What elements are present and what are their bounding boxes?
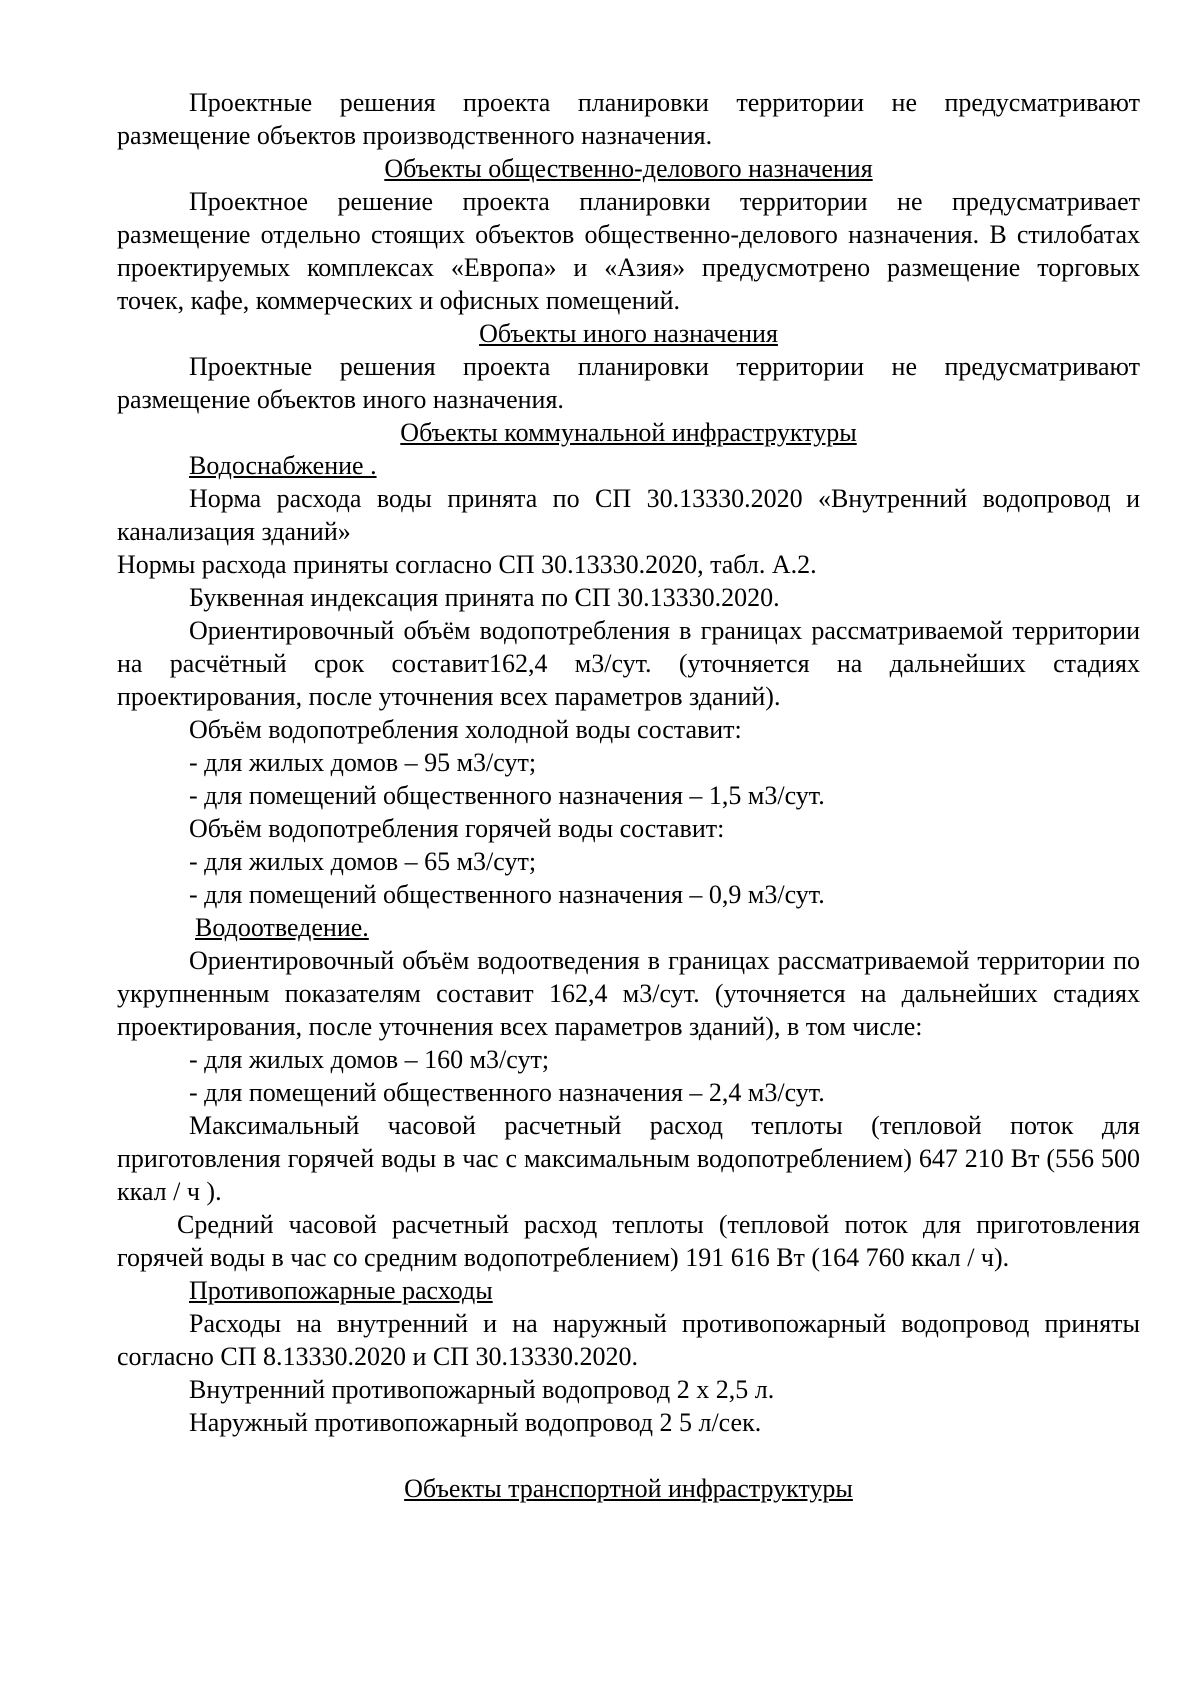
paragraph-max-heat: Максимальный часовой расчетный расход теплоты (тепловой поток для приготовления горячей воды в час с максимальным водопотреблением) 647 210 Вт (556 500 ккал / ч ).	[117, 1111, 1140, 1206]
paragraph-water-norm: Норма расхода воды принята по СП 30.13330.2020 «Внутренний водопровод и канализация зданий»	[117, 484, 1140, 546]
list-item-cold-residential: - для жилых домов – 95 м3/сут;	[189, 748, 537, 777]
list-item-drain-public: - для помещений общественного назначения – 2,4 м3/сут.	[189, 1078, 825, 1107]
paragraph-other: Проектные решения проекта планировки территории не предусматривают размещение объектов иного назначения.	[117, 352, 1140, 414]
subheading-water-supply: Водоснабжение .	[189, 451, 377, 480]
spacer	[117, 1439, 1140, 1472]
paragraph-letter-index: Буквенная индексация принята по СП 30.13330.2020.	[189, 583, 780, 612]
list-item-drain-residential: - для жилых домов – 160 м3/сут;	[189, 1045, 550, 1074]
paragraph-business: Проектное решение проекта планировки территории не предусматривает размещение отдельно стоящих объектов общественно-делового назначения. В стилобатах проектируемых комплексах «Европа» и «Азия» предусмотрено размещение торговых точек, кафе, коммерческих и офисных помещений.	[117, 187, 1140, 315]
list-item-hot-public: - для помещений общественного назначения – 0,9 м3/сут.	[189, 880, 825, 909]
document-body	[117, 86, 1140, 1505]
paragraph-avg-heat: Средний часовой расчетный расход теплоты (тепловой поток для приготовления горячей воды в час со средним водопотреблением) 191 616 Вт (164 760 ккал / ч).	[117, 1210, 1140, 1272]
paragraph-external-fire: Наружный противопожарный водопровод 2 5 л/сек.	[189, 1408, 762, 1437]
heading-business-objects: Объекты общественно-делового назначения	[384, 154, 873, 183]
subheading-drainage: Водоотведение.	[195, 913, 369, 942]
paragraph-hot-water: Объём водопотребления горячей воды составит:	[189, 814, 725, 843]
heading-other-objects: Объекты иного назначения	[479, 319, 778, 348]
paragraph-cold-water: Объём водопотребления холодной воды составит:	[189, 715, 742, 744]
paragraph-water-volume: Ориентировочный объём водопотребления в границах рассматриваемой территории на расчётный срок составит162,4 м3/сут. (уточняется на дальнейших стадиях проектирования, после уточнения всех параметров зданий).	[117, 616, 1140, 711]
subheading-fire-consumption: Противопожарные расходы	[189, 1276, 493, 1305]
paragraph-internal-fire: Внутренний противопожарный водопровод 2 х 2,5 л.	[189, 1375, 775, 1404]
heading-utility-infrastructure: Объекты коммунальной инфраструктуры	[400, 418, 857, 447]
paragraph-consumption-norms: Нормы расхода приняты согласно СП 30.13330.2020, табл. А.2.	[117, 550, 817, 579]
list-item-hot-residential: - для жилых домов – 65 м3/сут;	[189, 847, 537, 876]
paragraph-production: Проектные решения проекта планировки территории не предусматривают размещение объектов производственного назначения.	[117, 88, 1140, 150]
list-item-cold-public: - для помещений общественного назначения – 1,5 м3/сут.	[189, 781, 825, 810]
paragraph-drainage-volume: Ориентировочный объём водоотведения в границах рассматриваемой территории по укрупненным показателям составит 162,4 м3/сут. (уточняется на дальнейших стадиях проектирования, после уточнения всех параметров зданий), в том числе:	[117, 946, 1140, 1041]
heading-transport-infrastructure: Объекты транспортной инфраструктуры	[404, 1474, 853, 1503]
paragraph-fire-standards: Расходы на внутренний и на наружный противопожарный водопровод приняты согласно СП 8.13330.2020 и СП 30.13330.2020.	[117, 1309, 1140, 1371]
